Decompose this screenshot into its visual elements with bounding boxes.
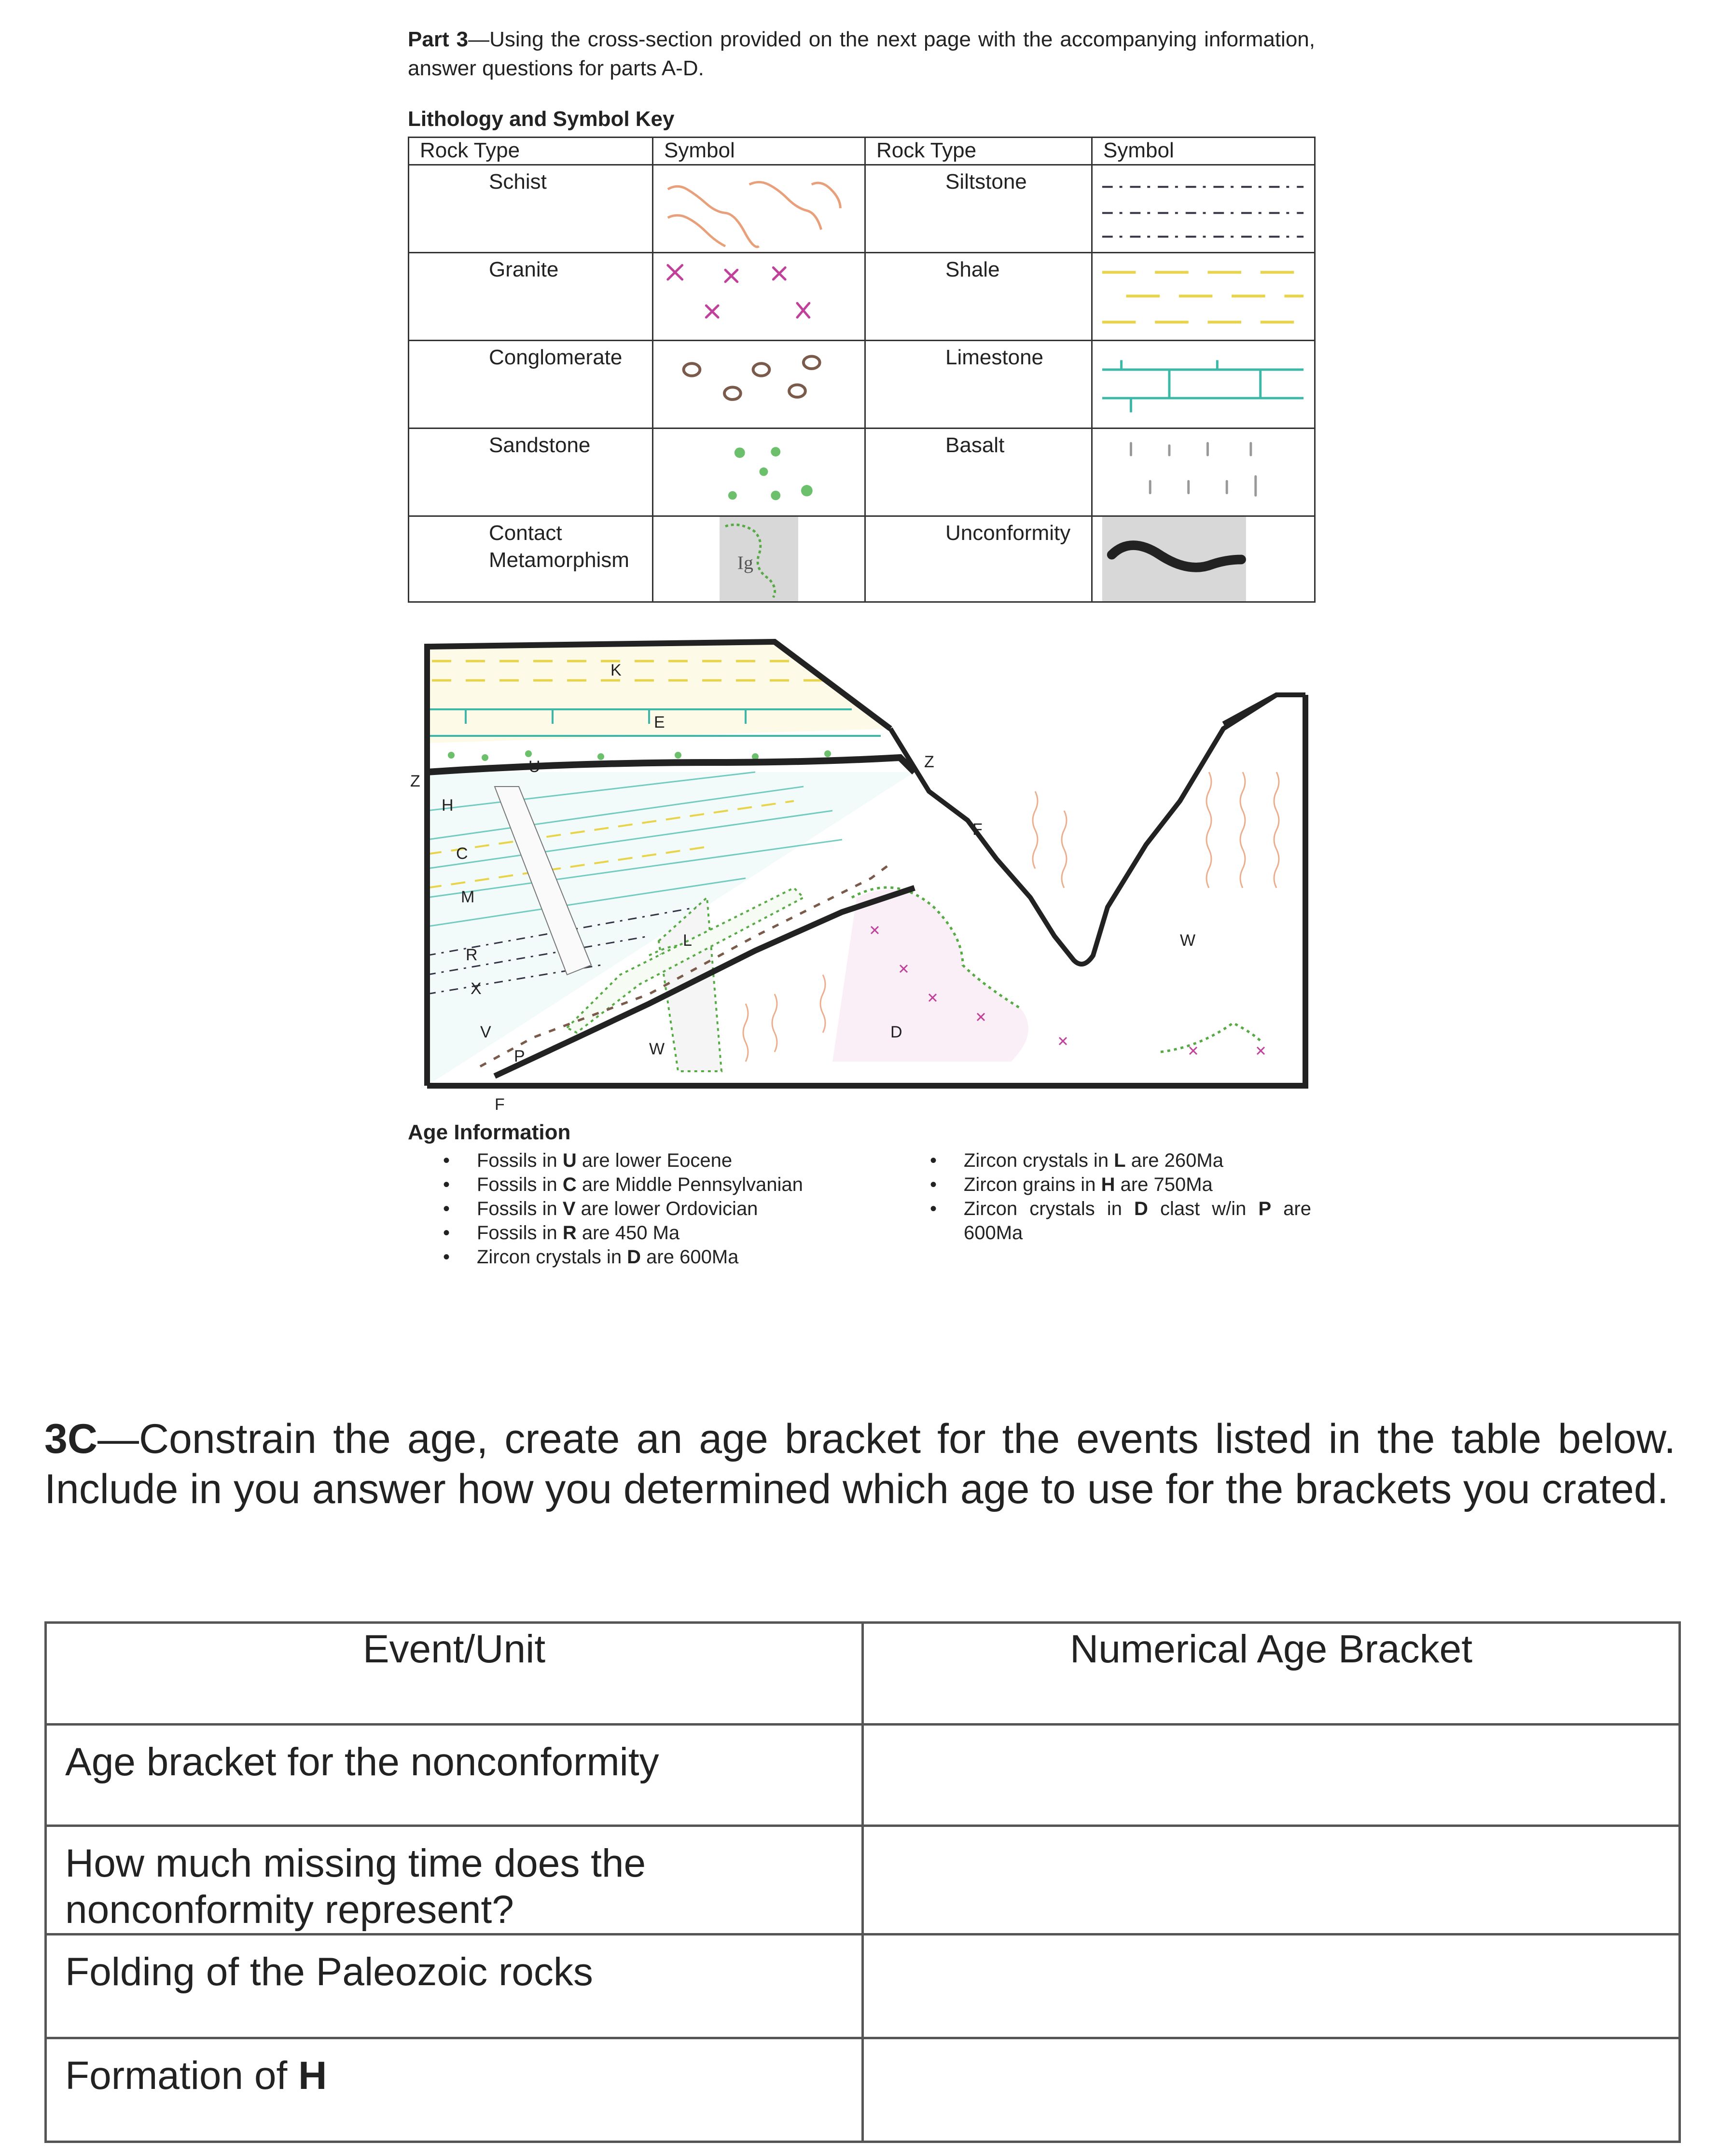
key-header-row — [409, 138, 1315, 165]
table-row — [46, 2038, 1680, 2142]
key-header-symbol-2: Symbol — [1092, 138, 1315, 165]
key-row — [409, 428, 1315, 516]
rock-name-siltstone: Siltstone — [865, 165, 1092, 253]
contact-metamorphism-symbol — [653, 516, 865, 602]
label-L: L — [683, 931, 692, 950]
label-R: R — [466, 946, 478, 964]
list-item: • Zircon grains in H are 750Ma — [964, 1173, 1311, 1197]
label-K: K — [610, 661, 622, 679]
intro-paragraph — [408, 25, 1315, 83]
table-row — [46, 1725, 1680, 1826]
key-row — [409, 516, 1315, 602]
rock-name-sandstone: Sandstone — [409, 428, 653, 516]
table-row — [46, 1826, 1680, 1935]
rock-name-granite: Granite — [409, 253, 653, 341]
label-U: U — [528, 758, 541, 776]
event-cell: Folding of the Paleozoic rocks — [46, 1935, 863, 2038]
key-title: Lithology and Symbol Key — [408, 107, 675, 131]
key-header-rocktype-2: Rock Type — [865, 138, 1092, 165]
key-header-symbol-1: Symbol — [653, 138, 865, 165]
key-header-rocktype-1: Rock Type — [409, 138, 653, 165]
question-3c — [44, 1414, 1676, 1514]
age-info-list-left — [477, 1148, 911, 1269]
event-cell: Age bracket for the nonconformity — [46, 1725, 863, 1826]
header-event-unit: Event/Unit — [46, 1623, 863, 1725]
label-F-right: F — [972, 820, 983, 839]
label-Z-right: Z — [924, 753, 934, 771]
header-age-bracket: Numerical Age Bracket — [863, 1623, 1680, 1725]
label-E: E — [654, 713, 665, 732]
rock-name-limestone: Limestone — [865, 341, 1092, 428]
answer-cell[interactable] — [863, 1826, 1680, 1935]
event-cell: Formation of H — [46, 2038, 863, 2142]
question-label: 3C — [44, 1416, 97, 1462]
label-W-bottom: W — [649, 1040, 665, 1058]
label-M: M — [461, 888, 475, 906]
part-label: Part 3 — [408, 28, 469, 51]
lithology-key-table — [408, 137, 1316, 603]
schist-symbol — [653, 165, 865, 253]
key-row — [409, 165, 1315, 253]
event-cell: How much missing time does the nonconformity represent? — [46, 1826, 863, 1935]
key-row — [409, 253, 1315, 341]
contact-symbol-label: Ig — [737, 552, 753, 574]
age-info-list-right — [964, 1148, 1311, 1245]
answer-table — [44, 1621, 1681, 2143]
label-X: X — [471, 980, 482, 998]
label-P: P — [514, 1047, 525, 1065]
label-H: H — [442, 796, 454, 815]
geologic-cross-section — [408, 627, 1315, 1114]
answer-cell[interactable] — [863, 2038, 1680, 2142]
rock-name-shale: Shale — [865, 253, 1092, 341]
rock-name-unconformity: Unconformity — [865, 516, 1092, 602]
rock-name-conglomerate: Conglomerate — [409, 341, 653, 428]
sandstone-symbol — [653, 428, 865, 516]
answer-cell[interactable] — [863, 1935, 1680, 2038]
intro-text: —Using the cross-section provided on the next page with the accompanying information, answer questions for parts A-D. — [408, 28, 1315, 80]
list-item: • Zircon crystals in L are 260Ma — [964, 1148, 1311, 1173]
label-W-right: W — [1180, 931, 1196, 950]
conglomerate-symbol — [653, 341, 865, 428]
label-V: V — [480, 1023, 491, 1041]
answer-header-row — [46, 1623, 1680, 1725]
label-D: D — [890, 1023, 902, 1041]
siltstone-symbol — [1092, 165, 1315, 253]
table-row — [46, 1935, 1680, 2038]
shale-symbol — [1092, 253, 1315, 341]
question-text: —Constrain the age, create an age bracket for the events listed in the table below. Include in you answer how you determined which age to use for the brackets you crated. — [44, 1416, 1676, 1512]
age-info-title: Age Information — [408, 1120, 571, 1144]
list-item: • Fossils in R are 450 Ma — [477, 1221, 911, 1245]
limestone-symbol — [1092, 341, 1315, 428]
list-item: • Fossils in U are lower Eocene — [477, 1148, 911, 1173]
list-item: • Zircon crystals in D are 600Ma — [477, 1245, 911, 1269]
answer-cell[interactable] — [863, 1725, 1680, 1826]
granite-symbol — [653, 253, 865, 341]
list-item: • Fossils in C are Middle Pennsylvanian — [477, 1173, 911, 1197]
list-item: • Fossils in V are lower Ordovician — [477, 1197, 911, 1221]
key-row — [409, 341, 1315, 428]
basalt-symbol — [1092, 428, 1315, 516]
label-F-bottom: F — [495, 1095, 505, 1114]
label-Z-left: Z — [410, 772, 420, 790]
unconformity-symbol — [1092, 516, 1315, 602]
label-C: C — [456, 844, 468, 863]
rock-name-basalt: Basalt — [865, 428, 1092, 516]
list-item: • Zircon crystals in D clast w/in P are 600Ma — [964, 1197, 1311, 1245]
rock-name-schist: Schist — [409, 165, 653, 253]
rock-name-contact-metamorphism: Contact Metamorphism — [409, 516, 653, 602]
